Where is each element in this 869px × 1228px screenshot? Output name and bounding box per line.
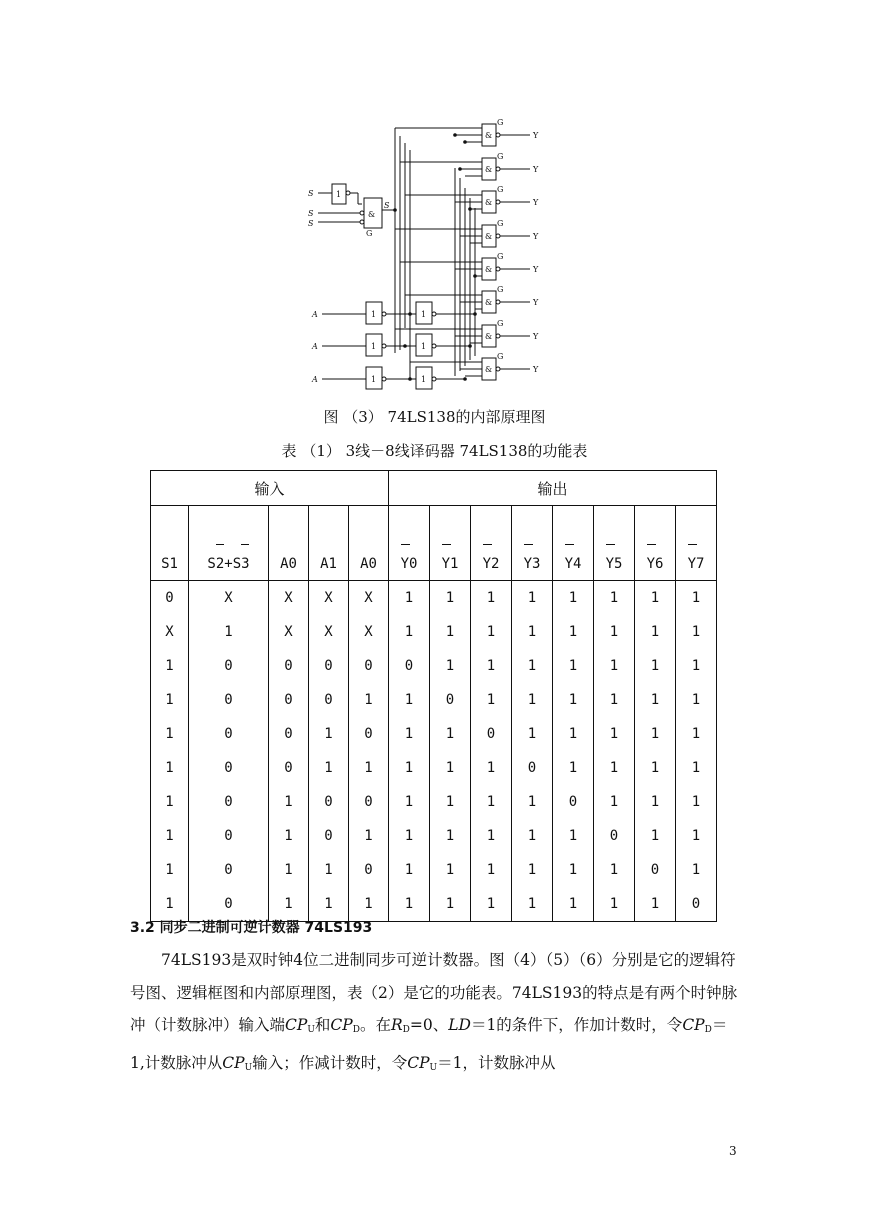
cp-u-1: $CP_U$: [285, 1016, 315, 1035]
negation-bar: [688, 544, 697, 545]
negation-bar: [606, 544, 615, 545]
column-header-row: [151, 506, 717, 581]
table-cell: 1: [389, 717, 430, 751]
group-input-header: 输入: [151, 471, 389, 506]
y3-label: Y: [533, 232, 539, 241]
table-cell: 0: [309, 819, 349, 853]
header-label: Y5: [606, 556, 623, 572]
table-cell: 1: [594, 615, 635, 649]
table-cell: 0: [309, 785, 349, 819]
gate-g6: [395, 319, 539, 347]
header-label: Y4: [565, 556, 582, 572]
table-cell: 1: [635, 581, 676, 616]
negation-bar: [401, 544, 410, 545]
table-row: [151, 785, 717, 819]
a2-label: A: [312, 375, 318, 384]
schematic-figure: [300, 118, 560, 398]
table-row: [151, 751, 717, 785]
inv2-a2-label: 1: [421, 375, 427, 384]
negation-bar: [241, 544, 249, 545]
table-cell: 1: [389, 751, 430, 785]
table-cell: X: [269, 581, 309, 616]
table-cell: 1: [349, 683, 389, 717]
g2-and: &: [485, 198, 493, 207]
para-eq1b: ＝1,计数脉冲从: [130, 1016, 728, 1072]
inv2-a0-label: 1: [421, 310, 427, 319]
g5-label: G: [497, 285, 504, 294]
table-cell: 0: [189, 785, 269, 819]
table-cell: 1: [553, 819, 594, 853]
section-heading: 3.2 同步二进制可逆计数器 74LS193: [130, 920, 373, 936]
gate-g2: [405, 185, 539, 213]
output-gates: [395, 118, 539, 380]
table-cell: 1: [269, 785, 309, 819]
table-cell: 1: [349, 819, 389, 853]
para-eq1c: ＝1，计数脉冲从: [437, 1053, 556, 1072]
table-cell: 1: [594, 649, 635, 683]
table-cell: 1: [389, 819, 430, 853]
table-cell: 0: [269, 717, 309, 751]
table-cell: 1: [430, 887, 471, 922]
column-header: A0: [349, 506, 389, 581]
table-cell: 1: [512, 649, 553, 683]
table-cell: 1: [594, 717, 635, 751]
table-cell: 1: [512, 615, 553, 649]
y4-label: Y: [533, 265, 539, 274]
table-cell: 0: [594, 819, 635, 853]
table-cell: 0: [189, 751, 269, 785]
table-cell: 0: [189, 683, 269, 717]
para-input-a: 输入；作减计数时，令: [252, 1053, 408, 1072]
table-cell: 1: [635, 649, 676, 683]
header-label: Y6: [647, 556, 664, 572]
table-cell: 1: [430, 853, 471, 887]
rd-symbol: $R_D$: [390, 1016, 410, 1035]
g0-and: &: [485, 131, 493, 140]
cp-d-2: $CP_D$: [682, 1016, 712, 1035]
g4-and: &: [485, 265, 493, 274]
gate-g0: [395, 118, 539, 146]
table-cell: 0: [389, 649, 430, 683]
table-cell: 1: [635, 751, 676, 785]
table-cell: 1: [389, 785, 430, 819]
y0-label: Y: [533, 131, 539, 140]
table-cell: X: [309, 581, 349, 616]
table-cell: 1: [471, 581, 512, 616]
y6-label: Y: [533, 332, 539, 341]
table-cell: 1: [471, 649, 512, 683]
table-cell: 1: [553, 615, 594, 649]
table-cell: 1: [269, 853, 309, 887]
header-label: Y2: [483, 556, 500, 572]
g7-label: G: [497, 352, 504, 361]
table-row: [151, 581, 717, 616]
enable-logic: [308, 184, 395, 238]
gate-g1: [400, 152, 539, 180]
table-cell: 1: [512, 887, 553, 922]
table-cell: 1: [512, 853, 553, 887]
table-cell: 1: [512, 683, 553, 717]
para-text-1: 74LS193是双时钟4位二进制同步可逆计数器。图（4）（5）（6）分别是它的逻辑符号图、逻辑框图和内部原理图，表（2）是它的功能表。74LS193的特点是有两个时钟脉冲（计数脉冲）输入端: [130, 951, 738, 1034]
column-header: A0: [269, 506, 309, 581]
table-cell: 0: [553, 785, 594, 819]
column-header: [676, 506, 717, 581]
table-cell: 0: [471, 717, 512, 751]
g1-and: &: [485, 165, 493, 174]
table-cell: 1: [676, 751, 717, 785]
g5-and: &: [485, 298, 493, 307]
y7-label: Y: [533, 365, 539, 374]
table-cell: 1: [676, 581, 717, 616]
g7-and: &: [485, 365, 493, 374]
ld-symbol: LD: [448, 1016, 471, 1034]
table-cell: 1: [269, 819, 309, 853]
table-cell: 0: [269, 649, 309, 683]
section-paragraph: [130, 944, 740, 1084]
g3-label: G: [497, 219, 504, 228]
column-header: S1: [151, 506, 189, 581]
table-cell: 0: [430, 683, 471, 717]
gate-g3: [395, 219, 539, 247]
g3-and: &: [485, 232, 493, 241]
table-cell: 1: [309, 717, 349, 751]
table-row: [151, 853, 717, 887]
table-cell: 1: [512, 819, 553, 853]
table-cell: 0: [349, 853, 389, 887]
table-cell: 1: [553, 887, 594, 922]
negation-bar: [483, 544, 492, 545]
header-label: Y3: [524, 556, 541, 572]
table-cell: 1: [430, 615, 471, 649]
table-cell: 0: [189, 649, 269, 683]
table-cell: 1: [676, 785, 717, 819]
table-cell: 0: [269, 751, 309, 785]
header-label: Y1: [442, 556, 459, 572]
table-cell: 0: [269, 683, 309, 717]
column-header: [389, 506, 430, 581]
column-header: [189, 506, 269, 581]
header-label: Y0: [401, 556, 418, 572]
table-cell: 1: [635, 717, 676, 751]
table-cell: 1: [430, 649, 471, 683]
table-cell: X: [349, 581, 389, 616]
table-cell: 0: [189, 887, 269, 922]
table-cell: 1: [635, 683, 676, 717]
inv-a2-label: 1: [371, 375, 377, 384]
table-cell: 1: [151, 785, 189, 819]
negation-bar: [216, 544, 224, 545]
a0-label: A: [312, 310, 318, 319]
inv-a0-label: 1: [371, 310, 377, 319]
table-cell: 1: [635, 785, 676, 819]
table-cell: 1: [471, 785, 512, 819]
table-cell: 0: [349, 649, 389, 683]
table-cell: 1: [389, 683, 430, 717]
para-cond-a: 。在: [359, 1016, 391, 1034]
s2-label: S: [308, 209, 314, 218]
g4-label: G: [497, 252, 504, 261]
table-cell: 0: [309, 649, 349, 683]
figure-caption: 图 （3） 74LS138的内部原理图: [323, 408, 546, 426]
table-cell: 1: [309, 751, 349, 785]
table-caption: 表 （1） 3线－8线译码器 74LS138的功能表: [281, 442, 588, 460]
table-cell: 1: [594, 581, 635, 616]
table-cell: 1: [553, 683, 594, 717]
table-cell: 1: [676, 853, 717, 887]
bus-lines: [395, 128, 475, 380]
table-cell: 0: [676, 887, 717, 922]
table-row: [151, 717, 717, 751]
s-out-label: S: [384, 201, 390, 210]
table-body: [151, 581, 717, 922]
table-cell: 1: [594, 853, 635, 887]
table-cell: 1: [389, 887, 430, 922]
table-cell: 1: [553, 751, 594, 785]
y1-label: Y: [533, 165, 539, 174]
table-cell: 0: [349, 717, 389, 751]
negation-bar: [647, 544, 656, 545]
y2-label: Y: [533, 198, 539, 207]
table-cell: 0: [189, 717, 269, 751]
g2-label: G: [497, 185, 504, 194]
table-row: [151, 649, 717, 683]
table-cell: 1: [471, 615, 512, 649]
inverter-1-label: 1: [336, 190, 342, 199]
negation-bar: [524, 544, 533, 545]
g9-label: G: [366, 229, 373, 238]
table-cell: 1: [553, 853, 594, 887]
a1-label: A: [312, 342, 318, 351]
table-cell: 1: [471, 853, 512, 887]
para-and: 和: [314, 1016, 331, 1034]
table-cell: 0: [309, 683, 349, 717]
table-cell: 1: [430, 819, 471, 853]
table-cell: 1: [309, 853, 349, 887]
column-header: A1: [309, 506, 349, 581]
table-cell: 0: [189, 819, 269, 853]
table-cell: 1: [512, 785, 553, 819]
column-header: [594, 506, 635, 581]
g1-label: G: [497, 152, 504, 161]
table-cell: 1: [151, 683, 189, 717]
table-cell: 1: [430, 785, 471, 819]
table-cell: 1: [389, 853, 430, 887]
table-cell: 1: [471, 887, 512, 922]
address-inputs: [311, 302, 475, 389]
table-cell: 1: [594, 887, 635, 922]
page-number: 3: [729, 1144, 737, 1158]
table-cell: 1: [189, 615, 269, 649]
column-header: [635, 506, 676, 581]
g6-and: &: [485, 332, 493, 341]
table-cell: 1: [430, 751, 471, 785]
table-cell: 1: [512, 717, 553, 751]
table-row: [151, 615, 717, 649]
table-cell: X: [189, 581, 269, 616]
cp-u-3: $CP_U$: [407, 1053, 438, 1073]
table-cell: 1: [151, 853, 189, 887]
table-row: [151, 819, 717, 853]
column-header: [512, 506, 553, 581]
group-output-header: 输出: [389, 471, 717, 506]
table-cell: 1: [594, 785, 635, 819]
table-cell: 0: [512, 751, 553, 785]
table-cell: 1: [676, 683, 717, 717]
table-cell: 1: [635, 819, 676, 853]
table-cell: 1: [471, 751, 512, 785]
table-cell: X: [151, 615, 189, 649]
g6-label: G: [497, 319, 504, 328]
column-header: [553, 506, 594, 581]
para-eq1: ＝1的条件下，作加计数时，令: [470, 1016, 683, 1034]
table-cell: 1: [151, 649, 189, 683]
table-cell: 1: [512, 581, 553, 616]
table-cell: 1: [269, 887, 309, 922]
s1-label: S: [308, 189, 314, 198]
table-cell: 1: [553, 649, 594, 683]
para-eq0: =0、: [409, 1016, 449, 1034]
table-cell: 1: [471, 819, 512, 853]
table-cell: 1: [676, 615, 717, 649]
table-cell: X: [309, 615, 349, 649]
table-cell: 1: [594, 683, 635, 717]
table-cell: 0: [151, 581, 189, 616]
table-cell: 1: [389, 615, 430, 649]
header-label: S2+S3: [207, 556, 249, 572]
table-cell: 1: [635, 887, 676, 922]
table-cell: 1: [151, 887, 189, 922]
g9-and-label: &: [368, 210, 376, 219]
inv-a1-label: 1: [371, 342, 377, 351]
inv2-a1-label: 1: [421, 342, 427, 351]
s3-label: S: [308, 219, 314, 228]
table-cell: 1: [471, 683, 512, 717]
table-cell: 1: [151, 819, 189, 853]
table-cell: X: [269, 615, 309, 649]
table-cell: 1: [594, 751, 635, 785]
table-cell: 1: [151, 717, 189, 751]
schematic-diagram: [300, 118, 560, 398]
junction-dots: [393, 133, 477, 381]
table-cell: 1: [430, 581, 471, 616]
table-cell: 1: [389, 581, 430, 616]
negation-bar: [565, 544, 574, 545]
table-cell: 1: [635, 615, 676, 649]
table-cell: 1: [430, 717, 471, 751]
table-cell: 1: [676, 649, 717, 683]
cp-u-2: $CP_U$: [222, 1053, 253, 1073]
table-cell: 1: [553, 581, 594, 616]
table-cell: 1: [676, 717, 717, 751]
table-cell: 1: [349, 751, 389, 785]
table-cell: 1: [349, 887, 389, 922]
table-cell: X: [349, 615, 389, 649]
column-header: [430, 506, 471, 581]
table-cell: 1: [309, 887, 349, 922]
table-cell: 0: [349, 785, 389, 819]
gate-g5: [405, 285, 539, 313]
function-table: [150, 470, 717, 922]
column-header: [471, 506, 512, 581]
table-cell: 1: [151, 751, 189, 785]
table-cell: 1: [676, 819, 717, 853]
table-cell: 0: [635, 853, 676, 887]
table-cell: 1: [553, 717, 594, 751]
negation-bar: [442, 544, 451, 545]
table-row: [151, 683, 717, 717]
table-cell: 0: [189, 853, 269, 887]
y5-label: Y: [533, 298, 539, 307]
cp-d-1: $CP_D$: [330, 1016, 360, 1035]
header-label: Y7: [688, 556, 705, 572]
g0-label: G: [497, 118, 504, 127]
